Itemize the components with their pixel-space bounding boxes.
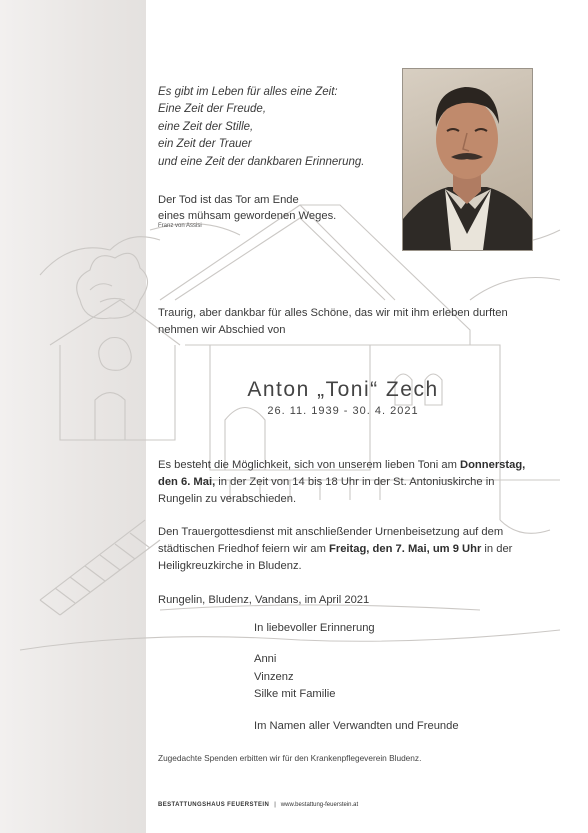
quote-line: und eine Zeit der dankbaren Erinnerung.	[158, 155, 365, 168]
second-quote-block	[158, 192, 336, 224]
footer-company: BESTATTUNGSHAUS FEUERSTEIN	[158, 802, 270, 808]
deceased-name: Anton „Toni“ Zech	[247, 378, 439, 401]
family-list	[254, 651, 335, 704]
farewell-date: Donnerstag, den 6. Mai,	[158, 459, 526, 488]
farewell-text-2: in der Zeit von 14 bis 18 Uhr in der St. Antoniuskirche in Rungelin zu verabschieden.	[158, 476, 495, 505]
quote-line: eines mühsam gewordenen Weges.	[158, 210, 337, 222]
life-dates: 26. 11. 1939 - 30. 4. 2021	[267, 405, 419, 417]
family-member: Vinzenz	[254, 670, 294, 683]
quote-line: Es gibt im Leben für alles eine Zeit:	[158, 86, 338, 98]
footer-website[interactable]: www.bestattung-feuerstein.at	[280, 802, 359, 808]
service-text-2: in der Heiligkreuzkirche in Bludenz.	[158, 543, 513, 572]
quote-line: Eine Zeit der Freude,	[158, 103, 267, 116]
family-member: Silke mit Familie	[254, 688, 336, 700]
portrait-illustration	[403, 69, 532, 250]
farewell-paragraph	[158, 457, 533, 508]
service-date: Freitag, den 7. Mai, um 9 Uhr	[329, 543, 482, 555]
in-memory-line: In liebevoller Erinnerung	[254, 622, 375, 634]
footer-separator: |	[274, 802, 276, 808]
quote-line: eine Zeit der Stille,	[158, 120, 254, 133]
service-text-1: Den Trauergottesdienst mit anschließender Urnenbeisetzung auf dem städtischen Friedhof feiern wir am	[158, 526, 504, 555]
portrait-photo	[402, 68, 533, 251]
quote-attribution: Franz von Assisi	[158, 223, 202, 229]
quote-line: ein Zeit der Trauer	[158, 138, 252, 151]
quote-line: Der Tod ist das Tor am Ende	[158, 194, 299, 206]
quote-block	[158, 84, 365, 171]
place-and-date: Rungelin, Bludenz, Vandans, im April 2021	[158, 594, 370, 606]
on-behalf-line: Im Namen aller Verwandten und Freunde	[254, 720, 459, 732]
intro-text: Traurig, aber dankbar für alles Schöne, das wir mit ihm erleben durften nehmen wir Abschied von	[158, 307, 508, 336]
donation-note: Zugedachte Spenden erbitten wir für den Krankenpflegeverein Bludenz.	[158, 753, 422, 763]
farewell-text-1: Es besteht die Möglichkeit, sich von unserem lieben Toni am	[158, 459, 461, 471]
service-paragraph	[158, 524, 533, 575]
family-member: Anni	[254, 653, 277, 665]
footer	[158, 802, 358, 808]
